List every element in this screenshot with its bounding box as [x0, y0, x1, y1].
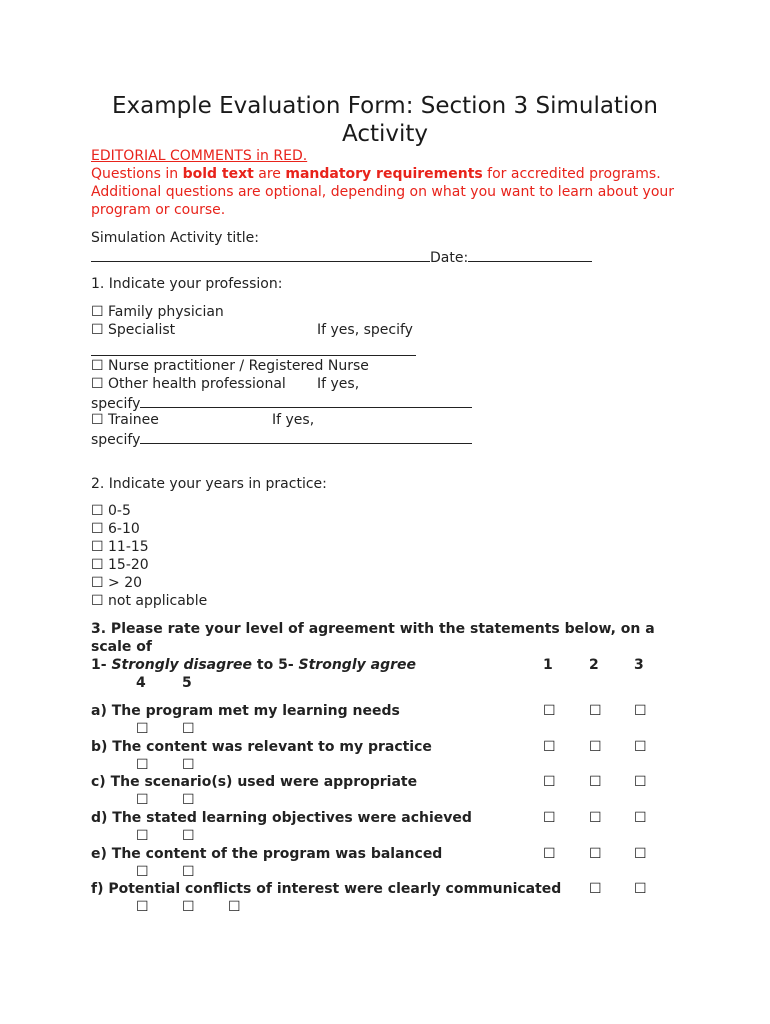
option-label: 15-20	[108, 557, 149, 573]
option-trainee	[91, 411, 159, 429]
rating-checkbox[interactable]: ☐	[228, 899, 241, 915]
option-label: Specialist	[108, 322, 176, 338]
checkbox[interactable]: ☐	[91, 575, 104, 591]
rating-checkbox[interactable]: ☐	[589, 846, 602, 862]
option-other-health-professional	[91, 375, 286, 393]
option-label: 6-10	[108, 521, 140, 537]
rating-item-a: a) The program met my learning needs	[91, 703, 400, 719]
checkbox[interactable]: ☐	[91, 412, 104, 428]
rating-checkbox[interactable]: ☐	[182, 721, 195, 737]
question-3-text-cont: scale of	[91, 639, 152, 655]
option-label: Trainee	[108, 412, 159, 428]
scale-col-3: 3	[634, 657, 644, 673]
rating-checkbox[interactable]: ☐	[182, 864, 195, 880]
simulation-title-field[interactable]	[91, 247, 430, 262]
editorial-heading: EDITORIAL COMMENTS in RED.	[91, 148, 308, 164]
rating-checkbox[interactable]: ☐	[589, 881, 602, 897]
rating-item-b: b) The content was relevant to my practice	[91, 739, 432, 755]
trainee-specify-field[interactable]	[140, 429, 472, 444]
checkbox[interactable]: ☐	[91, 521, 104, 537]
rating-checkbox[interactable]: ☐	[589, 703, 602, 719]
rating-checkbox[interactable]: ☐	[136, 828, 149, 844]
rating-checkbox[interactable]: ☐	[634, 774, 647, 790]
scale-text: to 5-	[252, 657, 299, 673]
option-label: 0-5	[108, 503, 131, 519]
rating-item-c: c) The scenario(s) used were appropriate	[91, 774, 418, 790]
scale-text: 1-	[91, 657, 112, 673]
checkbox[interactable]: ☐	[91, 557, 104, 573]
rating-checkbox[interactable]: ☐	[634, 881, 647, 897]
rating-checkbox[interactable]: ☐	[182, 757, 195, 773]
rating-checkbox[interactable]: ☐	[634, 846, 647, 862]
years-option-5	[91, 592, 207, 610]
scale-col-1: 1	[543, 657, 553, 673]
editorial-text: are	[253, 166, 286, 182]
rating-checkbox[interactable]: ☐	[136, 757, 149, 773]
editorial-text: for accredited programs.	[482, 166, 661, 182]
rating-checkbox[interactable]: ☐	[543, 810, 556, 826]
rating-checkbox[interactable]: ☐	[182, 828, 195, 844]
rating-checkbox[interactable]: ☐	[136, 899, 149, 915]
rating-checkbox[interactable]: ☐	[136, 721, 149, 737]
editorial-text: Questions in	[91, 166, 183, 182]
rating-item-e: e) The content of the program was balanced	[91, 846, 443, 862]
scale-low-label: Strongly disagree	[111, 657, 253, 673]
checkbox[interactable]: ☐	[91, 539, 104, 555]
specify-label: specify	[91, 432, 141, 448]
form-title-line-2: Activity	[341, 121, 428, 147]
option-nurse	[91, 357, 369, 375]
simulation-title-row	[91, 247, 592, 267]
rating-checkbox[interactable]: ☐	[543, 774, 556, 790]
other-specify-row	[91, 393, 472, 413]
question-1-text: 1. Indicate your profession:	[91, 276, 283, 292]
scale-col-4: 4	[136, 675, 146, 691]
rating-scale-legend	[91, 656, 416, 674]
checkbox[interactable]: ☐	[91, 358, 104, 374]
editorial-bold-text: bold text	[182, 166, 254, 182]
years-option-2	[91, 538, 149, 556]
checkbox[interactable]: ☐	[91, 376, 104, 392]
trainee-specify-row	[91, 429, 472, 449]
rating-checkbox[interactable]: ☐	[182, 899, 195, 915]
other-if-yes-label: If yes,	[317, 376, 360, 392]
rating-checkbox[interactable]: ☐	[543, 846, 556, 862]
option-label: not applicable	[108, 593, 208, 609]
simulation-title-label: Simulation Activity title:	[91, 230, 259, 246]
rating-item-f: f) Potential conflicts of interest were clearly communicated	[91, 881, 562, 897]
rating-checkbox[interactable]: ☐	[634, 810, 647, 826]
specify-label: specify	[91, 396, 141, 412]
rating-checkbox[interactable]: ☐	[589, 810, 602, 826]
question-3-text: 3. Please rate your level of agreement with the statements below, on a	[91, 621, 655, 637]
scale-col-5: 5	[182, 675, 192, 691]
option-family-physician	[91, 303, 224, 321]
rating-checkbox[interactable]: ☐	[589, 739, 602, 755]
other-specify-field[interactable]	[140, 393, 472, 408]
years-option-0	[91, 502, 131, 520]
editorial-note-optional: Additional questions are optional, depending on what you want to learn about your	[91, 184, 675, 200]
rating-checkbox[interactable]: ☐	[634, 703, 647, 719]
specialist-specify-field[interactable]	[91, 339, 416, 356]
editorial-note-mandatory	[91, 165, 661, 183]
checkbox[interactable]: ☐	[91, 322, 104, 338]
option-label: Family physician	[108, 304, 224, 320]
checkbox[interactable]: ☐	[91, 503, 104, 519]
years-option-3	[91, 556, 149, 574]
scale-high-label: Strongly agree	[298, 657, 416, 673]
years-option-1	[91, 520, 140, 538]
option-label: Other health professional	[108, 376, 286, 392]
editorial-note-optional-cont: program or course.	[91, 202, 226, 218]
trainee-if-yes-label: If yes,	[272, 412, 315, 428]
date-field[interactable]	[468, 247, 592, 262]
form-title-line-1: Example Evaluation Form: Section 3 Simulation	[112, 93, 658, 119]
rating-checkbox[interactable]: ☐	[589, 774, 602, 790]
rating-checkbox[interactable]: ☐	[136, 792, 149, 808]
rating-checkbox[interactable]: ☐	[182, 792, 195, 808]
option-label: Nurse practitioner / Registered Nurse	[108, 358, 369, 374]
option-specialist	[91, 321, 175, 339]
editorial-mandatory-text: mandatory requirements	[285, 166, 483, 182]
years-option-4	[91, 574, 142, 592]
scale-col-2: 2	[589, 657, 599, 673]
rating-item-d: d) The stated learning objectives were achieved	[91, 810, 472, 826]
checkbox[interactable]: ☐	[91, 593, 104, 609]
question-2-text: 2. Indicate your years in practice:	[91, 476, 327, 492]
form-title	[90, 92, 680, 148]
checkbox[interactable]: ☐	[91, 304, 104, 320]
option-label: > 20	[108, 575, 143, 591]
date-label: Date:	[430, 250, 469, 266]
option-label: 11-15	[108, 539, 149, 555]
specialist-if-yes-label: If yes, specify	[317, 322, 413, 338]
rating-checkbox[interactable]: ☐	[634, 739, 647, 755]
rating-checkbox[interactable]: ☐	[136, 864, 149, 880]
rating-checkbox[interactable]: ☐	[543, 703, 556, 719]
rating-checkbox[interactable]: ☐	[543, 739, 556, 755]
